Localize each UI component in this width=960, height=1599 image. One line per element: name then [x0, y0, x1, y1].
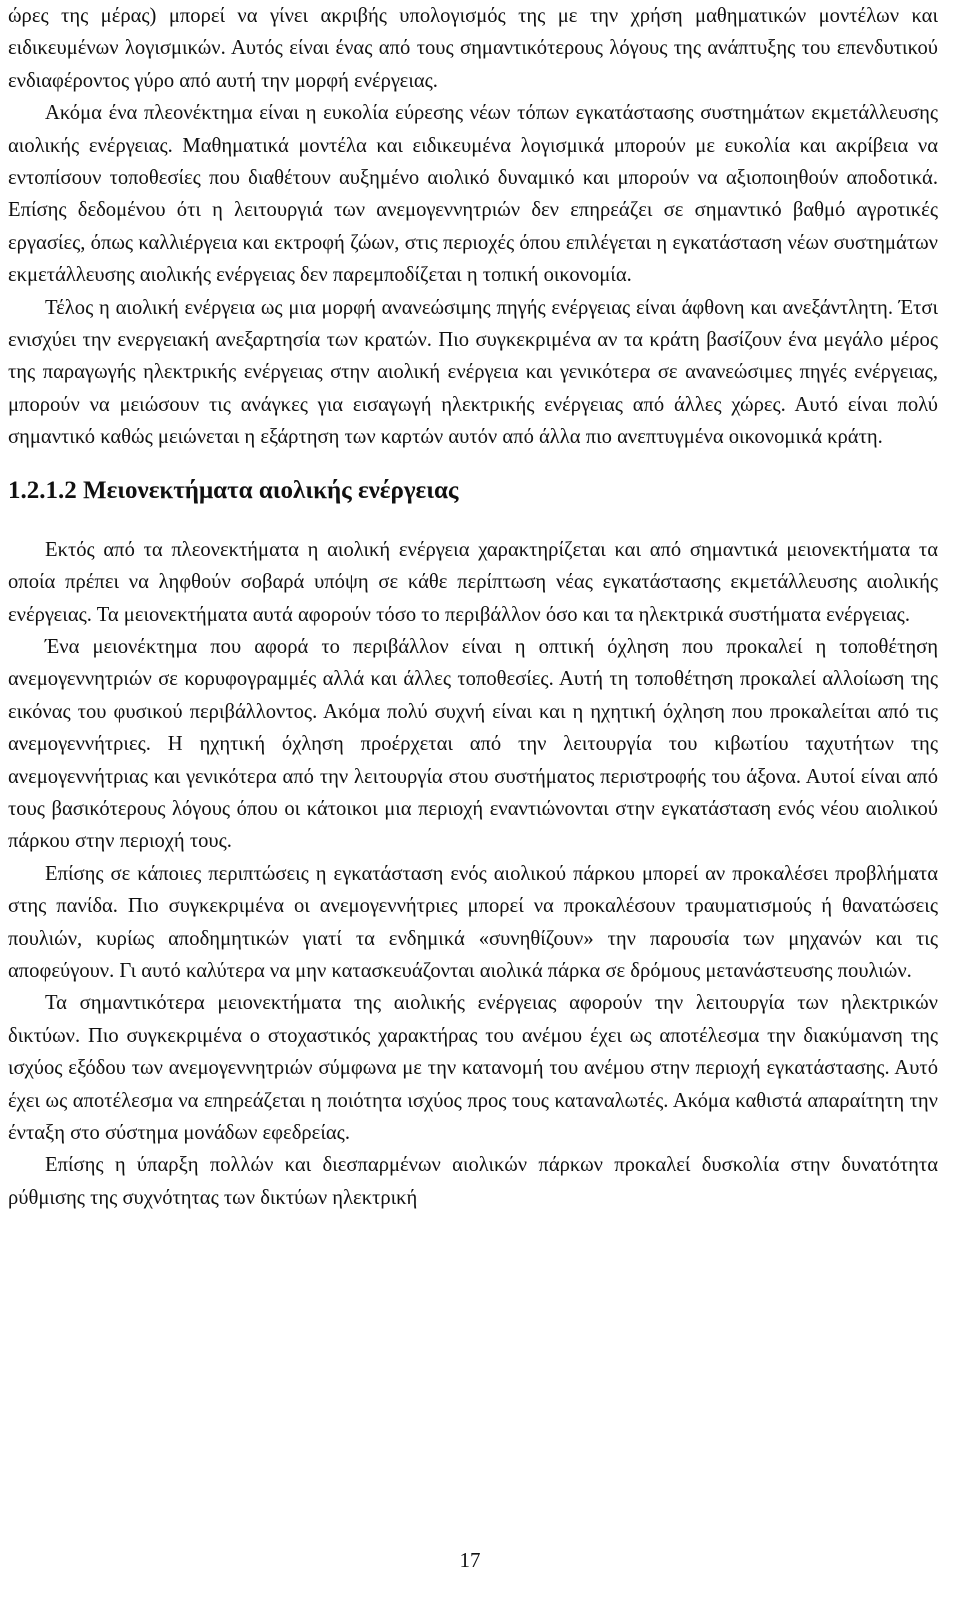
paragraph-frequency-regulation: Επίσης η ύπαρξη πολλών και διεσπαρμένων αιολικών πάρκων προκαλεί δυσκολία στην δυνατότητα ρύθμισης της συχνότητας των δικτύων ηλεκτρική	[8, 1154, 938, 1209]
paragraph-disadvantages-intro: Εκτός από τα πλεονεκτήματα η αιολική ενέργεια χαρακτηρίζεται και από σημαντικά μειονεκτήματα τα οποία πρέπει να ληφθούν σοβαρά υπόψη σε κάθε περίπτωση νέας εγκατάστασης εκμετάλλευσης αιολικής ενέργειας. Τα μειονεκτήματα αυτά αφορούν τόσο το περιβάλλον όσο και τα ηλεκτρικά συστήματα ενέργειας.	[8, 538, 938, 626]
paragraph-fauna: Επίσης σε κάποιες περιπτώσεις η εγκατάσταση ενός αιολικού πάρκου μπορεί αν προκαλέσει προβλήματα στης πανίδα. Πιο συγκεκριμένα οι ανεμογεννήτριες μπορεί να προκαλέσουν τραυματισμούς ή θανατώσεις πουλιών, κυρίως αποδημητικών γιατί τα ενδημικά «συνηθίζουν» την παρουσία των μηχανών και τις αποφεύγουν. Γι αυτό καλύτερα να μην κατασκευάζονται αιολικά πάρκα σε δρόμους μετανάστευσης πουλιών.	[8, 862, 938, 982]
paragraph-visual-noise: Ένα μειονέκτημα που αφορά το περιβάλλον είναι η οπτική όχληση που προκαλεί η τοποθέτηση ανεμογεννητριών σε κορυφογραμμές αλλά και άλλες τοποθεσίες. Αυτή τη τοποθέτηση προκαλεί αλλοίωση της εικόνας του φυσικού περιβάλλοντος. Ακόμα πολύ συχνή είναι και η ηχητική όχληση που προκαλείται από τις ανεμογεννήτριες. Η ηχητική όχληση προέρχεται από την λειτουργία του κιβωτίου ταχυτήτων της ανεμογεννήτριας και γενικότερα από την λειτουργία στου συστήματος περιστροφής του άξονα. Αυτοί είναι από τους βασικότερους λόγους όπου οι κάτοικοι μια περιοχή εναντιώνονται στην εγκατάσταση ενός νέου αιολικού πάρκου στην περιοχή τους.	[8, 635, 938, 853]
paragraph-energy-independence: Τέλος η αιολική ενέργεια ως μια μορφή ανανεώσιμης πηγής ενέργειας είναι άφθονη και ανεξάντλητη. Έτσι ενισχύει την ενεργειακή ανεξαρτησία των κρατών. Πιο συγκεκριμένα αν τα κράτη βασίζουν ένα μεγάλο μέρος της παραγωγής ηλεκτρικής ενέργειας στην αιολική ενέργεια και γενικότερα σε ανανεώσιμες πηγές ενέργειας, μπορούν να μειώσουν τις ανάγκες για εισαγωγή ηλεκτρικής ενέργειας από άλλες χώρες. Αυτό είναι πολύ σημαντικό καθώς μειώνεται η εξάρτηση των καρτών αυτόν από άλλα πιο ανεπτυγμένα οικονομικά κράτη.	[8, 296, 938, 449]
page-number: 17	[459, 1548, 481, 1572]
document-page	[8, 0, 938, 1214]
paragraph-intro-continuation: ώρες της μέρας) μπορεί να γίνει ακριβής υπολογισμός της με την χρήση μαθηματικών μοντέλων και ειδικευμένων λογισμικών. Αυτός είναι ένας από τους σημαντικότερους λόγους της ανάπτυξης του επενδυτικού ενδιαφέροντος γύρο από αυτή την μορφή ενέργειας.	[8, 5, 938, 92]
paragraph-site-finding: Ακόμα ένα πλεονέκτημα είναι η ευκολία εύρεσης νέων τόπων εγκατάστασης συστημάτων εκμετάλλευσης αιολικής ενέργειας. Μαθηματικά μοντέλα και ειδικευμένα λογισμικά μπορούν με ευκολία και ακρίβεια να εντοπίσουν τοποθεσίες που διαθέτουν αυξημένο αιολικό δυναμικό και μπορούν να αξιοποιηθούν αποδοτικά. Επίσης δεδομένου ότι η λειτουργιά των ανεμογεννητριών δεν επηρεάζει σε σημαντικό βαθμό αγροτικές εργασίες, όπως καλλιέργεια και εκτροφή ζώων, στις περιοχές όπου επιλέγεται η εγκατάσταση νέων συστημάτων εκμετάλλευσης αιολικής ενέργειας δεν παρεμποδίζεται η τοπική οικονομία.	[8, 102, 938, 287]
paragraph-grid-impact: Τα σημαντικότερα μειονεκτήματα της αιολικής ενέργειας αφορούν την λειτουργία των ηλεκτρικών δικτύων. Πιο συγκεκριμένα ο στοχαστικός χαρακτήρας του ανέμου έχει ως αποτέλεσμα την διακύμανση της ισχύος εξόδου των ανεμογεννητριών σύμφωνα με την κατανομή του ανέμου στην περιοχή εγκατάστασης. Αυτό έχει ως αποτέλεσμα να επηρεάζεται η ποιότητα ισχύος προς τους καταναλωτές. Ακόμα καθιστά απαραίτητη την ένταξη στο σύστημα μονάδων εφεδρείας.	[8, 992, 938, 1144]
section-heading: 1.2.1.2 Μειονεκτήματα αιολικής ενέργειας	[8, 476, 459, 504]
